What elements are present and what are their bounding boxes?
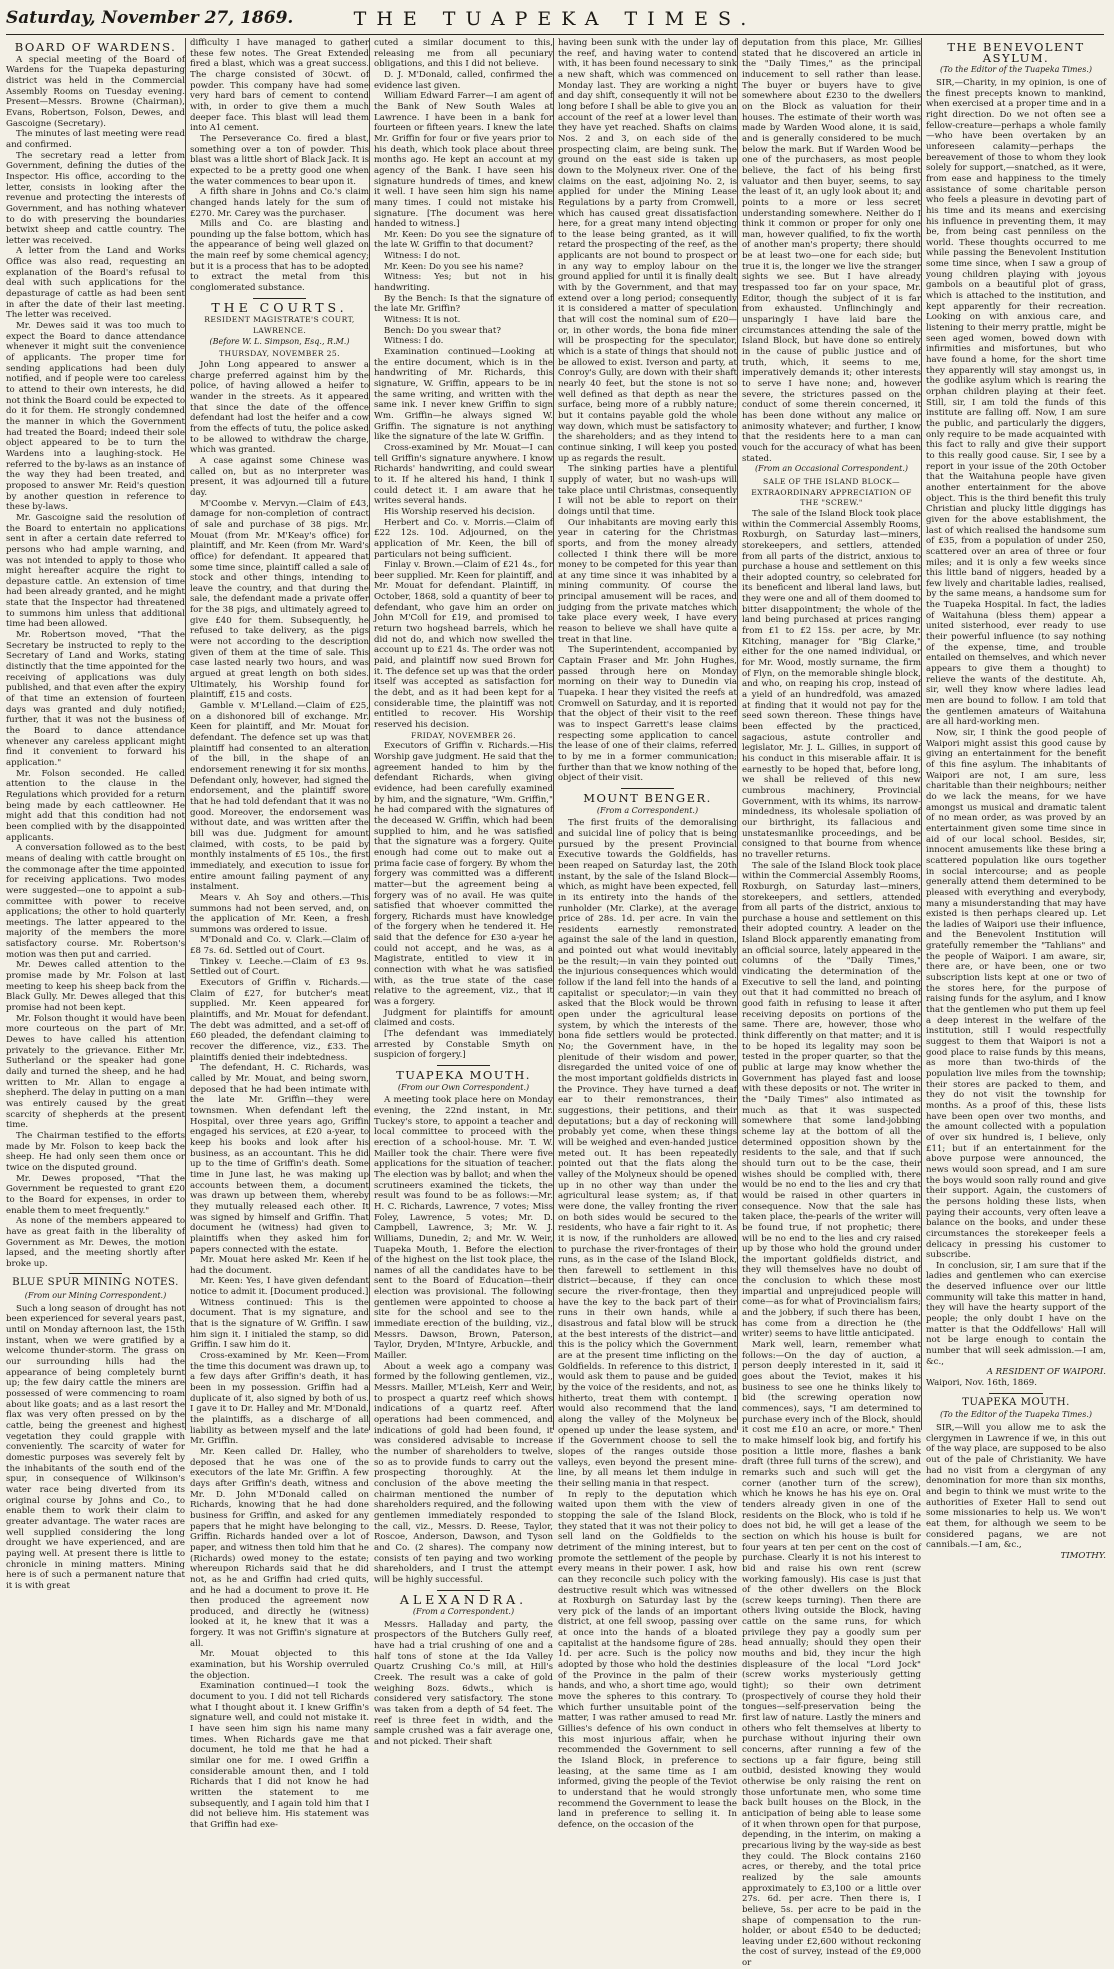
paragraph: Judgment for plaintiffs for amount claimed and costs. bbox=[374, 1007, 553, 1029]
paragraph: The sale of the Island Block took place within the Commercial Assembly Rooms, Roxburgh, on Saturday last—miners, storekeepers, and settlers, attended from all parts of the district, anxious to purchase a house and settlement on this their adopted country, so celebrated for its beneficent and liberal land laws, but they were one and all of them doomed to bitter disappointment; the whole of the land being purchased at prices ranging from £1 to £2 15s. per acre, by Mr. Kitching, manager for "Big Clarke," either for the one named individual, or for Mr. Wood, mostly surname, the firm of Flyn, on the memorable shingle block, and who, on reaping his crop, instead of a yield of an hundredfold, was amazed at finding that it would not pay for the seed sown thereon. These things have been effected by the practiced, sagacious, astute controller and legislator, Mr. J. L. Gillies, in support of his conduct in this miserable affair. It is earnestly to be hoped that, before long, we shall be relieved of this new cumbrous machinery, Provincial Government, with its whims, its narrow-mindedness, its wholesale spoliation of our birthright, its fallacious and unstatesmanlike proceedings, and be consigned to that bourne from whence no traveller returns. bbox=[742, 508, 921, 860]
paragraph: Cross-examined by Mr. Mouat—I can tell Griffin's signature anywhere. I know Richards' handwriting, and could swear to it. If he altered his hand, I think I could detect it. I am aware that he writes several hands. bbox=[374, 442, 553, 507]
headline-the-courts: THE COURTS. bbox=[211, 299, 348, 315]
paragraph: Now, sir, I think the good people of Waipori might assist this good cause by giving an entertainment for the benefit of this fine asylum. The inhabitants of Waipori are not, I am sure, less charitable than their neighbours; neither do we lack the means, for we have amongst us musical and dramatic talent of no mean order, as was proved by an entertainment given some time since in aid of our local school. Besides, sir, innocent amusements like these bring a scattered population like ours together in social intercourse; and as people generally attend them determined to be pleased with everything and everybody, many a misunderstanding that may have existed is then perhaps cleared up. Let the ladies of Waipori use their influence, and the Benevolent Institution will gratefully remember the "Tahlians" and the people of Waipori. I am aware, sir, there are, or have been, one or two subscription lists kept at one or two of the stores here, for the purpose of raising funds for the asylum, and I know that the gentlemen who put them up feel a deep interest in the welfare of the institution, still I would respectfully suggest to them that Waipori is not a good place to raise funds by this means, as more than two-thirds of the population live miles from the township; their stores are packed to them, and they do not visit the township for months. As a proof of this, these lists have been open over two months, and the amount collected with a population of over six hundred is, I believe, only £11; but if an entertainment for the above purpose were announced, the news would soon spread, and I am sure the boys would soon rally round and give their support. Again, the customers of the persons holding these lists, when paying their accounts, very often leave a balance on the books, and under these circumstances the storekeeper feels a delicacy in pressing his customer to subscribe. bbox=[926, 728, 1106, 1261]
paragraph: Mr. Dewes called attention to the promise made by Mr. Folson at last meeting to keep his sheep back from the Black Gully. Mr. Dewes alleged that this promise had not been kept. bbox=[6, 960, 185, 1014]
paragraph: Gamble v. M'Lelland.—Claim of £25, on a dishonored bill of exchange. Mr. Keen for plaintiff, and Mr. Mouat for defendant. The defence set up was that plaintiff had consented to an alteration of the bill, in the shape of an endorsement renewing it for six months. Defendant only, however, had signed the endorsement, and the plaintiff swore that he had told defendant that it was no good. Moreover, the endorsement was without date, and was written after the bill was due. Judgment for amount claimed, with costs, to be paid by monthly instalments of £5 10s., the first immediately, and execution to issue for entire amount failing payment of any instalment. bbox=[190, 701, 369, 893]
byline: (From our Own Correspondent.) bbox=[397, 1082, 530, 1092]
column-5 bbox=[742, 38, 922, 1969]
column-6 bbox=[926, 38, 1106, 1561]
paragraph: difficulty I have managed to gather these few notes. The Great Extended fired a blast, which was a great success. The charge consisted of 30cwt. of powder. This company have had some very hard bars of cement to contend with, in order to give them a much deeper face. This blast will lead them into A1 cement. bbox=[190, 38, 369, 134]
paragraph: Mark well, learn, remember what follows:—On the day of auction, a person deeply interested in it, said it goes about the Teviot, makes it his business to see one he thinks likely to bid (the screwing operation now commences), says, "I am determined to purchase every inch of the Block, should it cost me £10 an acre, or more." Then to make himself look big, and fortify his position a little more, flashes a bank draft (three full turns of the screw), and remarks such and such will get the corner (another turn of the screw), which he knows he has his eye on. Oral tenders already given in one of the residents on the Block, who is told if he does not bid, he will get a lease of the section on which his house is built for four years at ten per cent on the cost of purchase. Clearly it is not his interest to bid and raise his own rent (screw working famously). His case is just that of the other dwellers on the Block (screw keeps turning). Then there are others living outside the Block, having cattle on the same runs, for which privilege they pay a goodly sum per head annually; should they open their mouths and bid, they incur the high displeasure of the local "Lord Jock" (screw works mysteriously getting tight); so their own detriment (prospectively of course they hold their tongues—self-preservation being the first law of nature. Lastly the miners and others who felt themselves at liberty to purchase without injuring their own concerns, after running a few of the sections up a fair figure, being still outbid, desisted knowing they would otherwise be only raising the rent on those unfortunate men, who some time back built houses on the Block, in the anticipation of being able to lease some of it when thrown open for that purpose, depending, in the interim, on making a precarious living by the way-side as best they could. The Block contains 2160 acres, or thereby, and the total price realized by the sale amounts approximately to £3,100 or a little over 27s. 6d. per acre. Then there is, I believe, 5s. per acre to be paid in the shape of compensation to the run-holder, or about £540 to be deducted; leaving under £2,600 without reckoning the cost of survey, instead of the £9,000 or bbox=[742, 1340, 921, 1969]
paragraph: Mr. Keen: Do you see the signature of the late W. Griffin to that document? bbox=[374, 229, 553, 251]
separator bbox=[69, 1273, 123, 1274]
paragraph: In conclusion, sir, I am sure that if the ladies and gentlemen who can exercise the deserved influence over our little community will take this matter in hand, they will have the hearty support of the people; the only doubt I have on the matter is that the Oddfellows' Hall will not be large enough to contain the number that will seek admission.—I am, &c., bbox=[926, 1260, 1106, 1367]
separator bbox=[437, 1065, 491, 1066]
paragraph: A case against some Chinese was called on, but as no interpreter was present, it was adjourned till a future day. bbox=[190, 455, 369, 498]
paragraph: Examination continued—I took the document to you. I did not tell Richards what I thought about it. I knew Griffin's signature well, and could not mistake it. I have seen him sign his name many times. When Richards gave me that document, he told me that he had a similar one for me. I owed Griffin a considerable amount then, and I told Richards that I did not know he had written the statement to me subsequently, and I again told him that I did not believe him. His statement was that Griffin had exe- bbox=[190, 1681, 369, 1830]
paragraph: cuted a similar document to this, releasing me from all pecuniary obligations, and this I did not believe. bbox=[374, 38, 553, 70]
dateline: Waipori, Nov. 16th, 1869. bbox=[926, 1378, 1037, 1389]
paragraph: Witness: I do. bbox=[384, 336, 444, 347]
paragraph: Mr. Keen: Do you see his name? bbox=[384, 261, 524, 272]
column-3 bbox=[374, 38, 554, 1748]
paragraph: Tinkey v. Leeche.—Claim of £3 9s. Settled out of Court. bbox=[190, 956, 369, 978]
paragraph: Executors of Griffin v. Richards.—Claim of £27, for butcher's meat supplied. Mr. Keen appeared for plaintiffs, and Mr. Mouat for defendant. The debt was admitted, and a set-off of £60 pleaded, the defendant claiming to recover the difference, viz., £33. The plaintiffs denied their indebtedness. bbox=[190, 978, 369, 1063]
paragraph: Mr. Folson thought it would have been more courteous on the part of Mr. Dewes to have called his attention privately to the grievance. Either Mr. Sutherland or the speaker had gone daily and turned the sheep, and he had written to Mr. Allan to engage a shepherd. The delay in putting on a man was entirely caused by the great scarcity of shepherds at the present time. bbox=[6, 1013, 185, 1131]
paragraph: A letter from the Land and Works Office was also read, requesting an explanation of the Board's refusal to deal with such applications for the depasturage of cattle as had been sent in after the date of their last meeting. The letter was received. bbox=[6, 246, 185, 321]
headline-tuapeka-mouth: TUAPEKA MOUTH. bbox=[396, 1068, 531, 1082]
paragraph: The Chairman testified to the efforts made by Mr. Folson to keep back the sheep. He had only seen them once or twice on the disputed ground. bbox=[6, 1130, 185, 1173]
paragraph: Cross-examined by Mr. Keen—From the time this document was drawn up, to a few days after Griffin's death, it has been in my possession. Griffin had a duplicate of it, also signed by both of us. I gave it to Dr. Halley and Mr. M'Donald, the plaintiffs, as a discharge of all liability as between myself and the late Mr. Griffin. bbox=[190, 1351, 369, 1447]
paragraph: Mears v. Ah Soy and others.—This summons had not been served, and, on the application of Mr. Keen, a fresh summons was ordered to issue. bbox=[190, 892, 369, 935]
paragraph: The first fruits of the demoralising and suicidal line of policy that is being pursued by the present Provincial Executive towards the Goldfields, has been reaped on Saturday last, the 20th instant, by the sale of the Island Block—which, as might have been expected, fell in its entirety into the hands of the runholder (Mr. Clarke), at the average price of 28s. 1d. per acre. In vain the residents earnestly remonstrated against the sale of the land in question, and pointed out what would inevitably be the result;—in vain they pointed out the injurious consequences which would follow if the land fell into the hands of a capitalist or speculator;—in vain they asked that the Block would be thrown open under the agricultural lease system, by which the interests of the bona fide settlers would be protected. No; the Government have, in the plenitude of their wisdom and power, disregarded the united voice of one of the most important goldfields districts in the Province. They have turned a deaf ear to their remonstrances, their suggestions, their petitions, and their deputations; but a day of reckoning will probably yet come, when these things will be weighed and even-handed justice meted out. It has been repeatedly pointed out that the flats along the valley of the Molyneux should be opened up in no other way than under the agricultural lease system; as, if that were done, the valley fronting the river on both sides would be secured to the residents, who have a fair right to it. As it is now, if the runholders are allowed to purchase the river-frontages of their runs, as in the case of the Island Block, then farewell to settlement in this district—because, if they can once secure the river-frontage, then they have the key to the back part of their runs in their own hands, while a disastrous and fatal blow will be struck at the best interests of the district—and this is the policy which the Government are at the present time inflicting on the Goldfields. In reference to this district, I would ask them to pause and be guided by the voice of the residents, and not, as hitherto, treat them with contempt. I would also recommend that the land along the valley of the Molyneux be opened up under the lease system, and if the Government choose to sell the slopes of the ranges outside those valleys, even beyond the present mine-line, by all means let them indulge in their selling mania in that respect. bbox=[558, 818, 737, 1489]
subheadline: RESIDENT MAGISTRATE'S COURT, LAWRENCE. bbox=[204, 315, 355, 336]
paragraph: Mr. Robertson moved, "That the Secretary be instructed to reply to the Secretary of Land and Works, stating distinctly that the time appointed for the receiving of applications was duly published, and that even after the expiry of that time an extension of fourteen days was granted and duly notified; further, that it was not the business of the Board to dance attendance whenever any careless applicant might find it convenient to forward his application." bbox=[6, 630, 185, 768]
separator bbox=[989, 1393, 1043, 1394]
paragraph: Bench: Do you swear that? bbox=[384, 325, 501, 336]
headline-benevolent-asylum: THE BENEVOLENT ASYLUM. bbox=[947, 40, 1085, 65]
paragraph: The sinking parties have a plentiful supply of water, but no wash-ups will take place until Christmas, consequently I will not be able to report on their doings until that time. bbox=[558, 464, 737, 517]
paragraph: A special meeting of the Board of Wardens for the Tuapeka depasturing district was held in the Commercial Assembly Rooms on Tuesday evening. Present—Messrs. Browne (Chairman), Evans, Robertson, Folson, Dewes, and Gascoigne (Secretary). bbox=[6, 54, 185, 129]
masthead bbox=[6, 2, 1104, 35]
paragraph: The minutes of last meeting were read and confirmed. bbox=[6, 129, 185, 150]
paragraph: M'Coombe v. Mervyn.—Claim of £43, damage for non-completion of contract of sale and purchase of 38 pigs. Mr. Mouat (from Mr. M'Keay's office) for plaintiff, and Mr. Keen (from Mr. Ward's office) for defendant. It appeared that some time since, plaintiff called a sale of stock and other things, intending to leave the country, and that during the sale, the defendant made a private offer for the 38 pigs, and ultimately agreed to give £40 for them. Subsequently, he refused to take delivery, as the pigs were not according to the description given of them at the time of sale. This case lasted nearly two hours, and was argued at great length on both sides. Ultimately, his Worship found for plaintiff, £15 and costs. bbox=[190, 498, 369, 701]
paragraph: Mr. Dewes proposed, "That the Government be requested to grant £20 to the Board for expenses, in order to enable them to meet frequently." bbox=[6, 1173, 185, 1216]
paragraph: Witness continued: This is the document. That is my signature, and that is the signature of W. Griffin. I saw him sign it. I initialed the stamp, so did Griffin. I saw him do it. bbox=[190, 1297, 369, 1351]
paragraph: The Perseverance Co. fired a blast, something over a ton of powder. This blast was a little short of Black Jack. It is expected to be a pretty good one when the water commences to bear upon it. bbox=[190, 133, 369, 187]
separator bbox=[621, 788, 675, 789]
paragraph: D. J. M'Donald, called, confirmed the evidence last given. bbox=[374, 69, 553, 91]
dateline: THURSDAY, NOVEMBER 25. bbox=[219, 349, 340, 359]
paragraph: John Long appeared to answer a charge preferred against him by the police, of having allowed a heifer to wander in the streets. As it appeared that since the date of the offence defendant had lost the heifer and a cow from the effects of tutu, the police asked to be allowed to withdraw the charge, which was granted. bbox=[190, 360, 369, 456]
paragraph: M'Donald and Co. v. Clark.—Claim of £8 7s. 6d. Settled out of Court. bbox=[190, 935, 369, 957]
headline-board-of-wardens: BOARD OF WARDENS. bbox=[14, 40, 177, 54]
paragraph: Our inhabitants are moving early this year in catering for the Christmas sports, and from the money already collected I think there will be more money to be competed for this year than at any time since it was inhabited by a mining community. Of course the principal amusement will be races, and judging from the private matches which take place every week, I have every reason to believe we shall have quite a treat in that line. bbox=[558, 517, 737, 645]
byline: (To the Editor of the Tuapeka Times.) bbox=[940, 1410, 1092, 1420]
byline: (From our Mining Correspondent.) bbox=[24, 1291, 167, 1301]
paragraph: The secretary read a letter from Government, defining the duties of the Inspector. His office, according to the letter, consists in looking after the revenue and protecting the interests of Government, and has nothing whatever to do with preserving the boundaries betwixt sheep and cattle country. The letter was received. bbox=[6, 150, 185, 246]
paragraph: Witness: Yes; but not in his handwriting. bbox=[374, 272, 553, 294]
paragraph: deputation from this place, Mr. Gillies stated that he discovered an article in the "Daily Times," as the principal inducement to sell rather than lease. The buyer or buyers have to give somewhere about £230 to the dwellers on the Block as valuation for their houses. The estimate of their worth was made by Warden Wood alone, it is said, and is generally considered to be much below the mark. But if Warden Wood be one of the purchasers, as most people believe, the fact of his being first valuator and then buyer, seems, to say the least of it, an ugly look about it; and points to a more or less secret understanding somewhere. Neither do I think it common or proper for only one man, however qualified, to fix the worth of another man's property; there should be at least two—one for each side; but true it is, the longer we live the stranger sights we see. But I have already trespassed too far on your space, Mr. Editor, though the subject of it is far from exhausted. Unflinchingly and unsparingly I have laid bare the circumstances attending the sale of the Island Block, but have done so entirely in the cause of public justice and of truth, which, it seems to me, imperatively demands it; other interests to serve I have none; and, however severe, the strictures passed on the conduct of some therein concerned, it has been done without any malice or animosity whatever; and further, I know that the residents here to a man can vouch for the accuracy of what has been stated. bbox=[742, 38, 921, 464]
headline-mount-benger: MOUNT BENGER. bbox=[583, 790, 712, 805]
paragraph: As none of the members appeared to have as great faith in the liberality of Government as Mr. Dewes, the motion lapsed, and the meeting shortly after broke up. bbox=[6, 1216, 185, 1269]
column-1 bbox=[6, 38, 186, 1591]
byline: (From a Correspondent.) bbox=[596, 805, 699, 815]
paragraph: A conversation followed as to the best means of dealing with cattle brought on the commonage after the time appointed for receiving applications. Two modes were suggested—one to appoint a sub-committee with power to receive applications; the other to hold quarterly meetings. The latter appeared to the majority of the members the more satisfactory course. Mr. Robertson's motion was then put and carried. bbox=[6, 843, 185, 960]
byline: (From a Correspondent.) bbox=[412, 1607, 515, 1617]
paragraph: Such a long season of drought has not been experienced for several years past, until on Monday afternoon last, the 15th instant, when we were gratified by a welcome thunder-storm. The grass on our surrounding hills had the appearance of being completely burnt up; the few dairy cattle the miners are possessed of were commencing to roam about like goats; and as a last resort the flax was very often pressed on by the cattle, being the greenest and highest vegetation they could grapple with conveniently. The scarcity of water for domestic purposes was severely felt by the inhabitants of the south end of the spur, in consequence of Wilkinson's water race being diverted from its original course by Johns and Co., to enable them to work their claim to greater advantage. The water races are well supplied considering the long drought we have experienced, and are paying well. At present there is little to chronicle in mining matters. Mining here is of such a permanent nature that it is with great bbox=[6, 1303, 185, 1591]
paragraph: Mr. Mouat objected to this examination, but his Worship overruled the objection. bbox=[190, 1649, 369, 1681]
paragraph: A meeting took place here on Monday evening, the 22nd instant, in Mr. Tuckey's store, to appoint a teacher and local committee to proceed with the erection of a school-house. Mr. T. W. Mailler took the chair. There were five applications for the situation of teacher. The election was by ballot; and when the scrutineers examined the tickets, the result was found to be as follows:—Mr. H. C. Richards, Lawrence, 7 votes; Miss Foley, Lawrence, 5 votes; Mr. D. Campbell, Lawrence, 3; Mr. W. J. Williams, Dunedin, 2; and Mr. W. Weir, Tuapeka Mouth, 1. Before the election of the highest on the list took place, the names of all the candidates have to be sent to the Board of Education—their election was provisional. The following gentlemen were appointed to choose a site for the school and see to the immediate erection of the building, viz., Messrs. Dawson, Brown, Paterson, Taylor, Dryden, M'Intyre, Arbuckle, and Mailler. bbox=[374, 1095, 553, 1362]
separator bbox=[437, 1590, 491, 1591]
paragraph: The Superintendent, accompanied by Captain Fraser and Mr. John Hughes, passed through here on Monday morning on their way to Dunedin via Tuapeka. I hear they visited the reefs at Cromwell on Saturday, and it is reported that the object of their visit to the reef was to inspect Garrett's lease claims respecting some application to cancel the lease of one of their claims, referred to by me in a former communication; further than that we know nothing of the object of their visit. bbox=[558, 645, 737, 784]
paragraph: [The defendant was immediately arrested by Constable Smyth on suspicion of forgery.] bbox=[374, 1029, 553, 1061]
issue-date: Saturday, November 27, 1869. bbox=[6, 8, 294, 28]
paragraph: Mr. Mouat here asked Mr. Keen if he had the document. bbox=[190, 1255, 369, 1276]
paragraph: Mills and Co. are blasting and pounding up the false bottom, which has the appearance of being well glazed on the main reef by some chemical agency; but it is a process that has to be adopted to extract the metal from this conglomerated substance. bbox=[190, 219, 369, 294]
subheadline-island-block: SALE OF THE ISLAND BLOCK—EXTRAORDINARY APPRECIATION OF THE "SCREW." bbox=[751, 476, 912, 508]
paragraph: By the Bench: Is that the signature of the late Mr. Griffin? bbox=[374, 293, 553, 315]
paragraph: Witness: It is not. bbox=[384, 315, 461, 326]
paragraph: having been sunk with the under lay of the reef, and having water to contend with, it has been found necessary to sink a new shaft, which was commenced on Monday last. They are working a night and day shift, consequently it will not be long before I shall be able to give you an account of the reef at a lower level than they have yet reached. Shafts on claims Nos. 2 and 3, on each side of the prospecting claim, are being sunk. The ground on the east side is taken up down to the Molyneux river. One of the claims on the east, adjoining No. 2, is applied for under the Mining Lease Regulations by a party from Cromwell, which has caused great dissatisfaction here, for a great many intend objecting to the lease being granted, as it will retard the prospecting of the reef, as the applicants are not bound to prospect or in any way to employ labour on the ground applied for until it is finally dealt with by the Government, and that may extend over a long period; consequently it is considered a matter of speculation that will cost the nominal sum of £20—or, in other words, the bona fide miner will be prospecting for the speculator, which is a state of things that should not be allowed to exist. Iverson and party, at Conroy's Gully, are down with their shaft nearly 40 feet, but the stone is not so well defined as that depth as near the surface, being more of a rubbly nature; but it contains payable gold the whole way down, which must be satisfactory to the shareholders; and as they intend to continue sinking, I will keep you posted up as regards the result. bbox=[558, 38, 737, 464]
paragraph: A fifth share in Johns and Co.'s claim changed hands lately for the sum of £270. Mr. Carey was the purchaser. bbox=[190, 187, 369, 219]
byline: (Before W. L. Simpson, Esq., R.M.) bbox=[209, 336, 350, 346]
paragraph: Witness: I do not. bbox=[384, 251, 461, 262]
columns bbox=[6, 38, 1106, 1969]
paragraph: About a week ago a company was formed by the following gentlemen, viz., Messrs. Mailler, M'Leish, Kerr and Weir, to prospect a quartz reef which shows indications of a quartz reef. After operations had been commenced, and indications of gold had been found, it was considered advisable to increase the number of shareholders to twelve, so as to provide funds to carry out the prospecting thoroughly. At the conclusion of the above meeting the chairman mentioned the number of shareholders required, and the following gentlemen immediately responded to the call, viz., Messrs. D. Reese, Taylor, Roscoe, Anderson, Dawson, and Tyson and Co. (2 shares). The company now consists of ten paying and two working shareholders, and I trust the attempt will be highly successful. bbox=[374, 1361, 553, 1585]
paragraph: Mr. Gascoigne said the resolution of the Board to entertain no applications sent in after a certain date referred to persons who had ample warning, and was not intended to apply to those who might hereafter acquire the right to depasture cattle. An extension of time had been already granted, and he might state that the Inspector had threatened to summons him unless that additional time had been allowed. bbox=[6, 512, 185, 630]
paragraph: SIR,—Will you allow me to ask the clergymen in Lawrence if we, in this out of the way place, are supposed to be also out of the pale of Christianity. We have had no visit from a clergyman of any denomination for more than six months, and begin to think we must write to the authorities of Exeter Hall to send out some missionaries to help us. We won't eat them, for although we seem to be considered pagans, we are not cannibals.—I am, &c., bbox=[926, 1423, 1106, 1551]
paragraph: Mr. Keen called Dr. Halley, who deposed that he was one of the executors of the late Mr. Griffin. A few days after Griffin's death, witness and Mr. D. John M'Donald called on Richards, knowing that he had done business for Griffin, and asked for any papers that he might have belonging to Griffin. Richards handed over a lot of paper, and witness then told him that he (Richards) owed money to the estate; whereupon Richards said that he did not, as he and Griffin had cried quits, and he had a document to prove it. He then produced the agreement now produced, and directly he (witness) looked at it, he knew that it was a forgery. It was not Griffin's signature at all. bbox=[190, 1446, 369, 1649]
paragraph: Mr. Keen: Yes, I have given defendant notice to admit it. [Document produced.] bbox=[190, 1276, 369, 1298]
paragraph: The sale of the Island Block took place within the Commercial Assembly Rooms, Roxburgh, on Saturday last—miners, storekeepers, and settlers, attended from all parts of the district, anxious to purchase a house and settlement on this their adopted country. A leader on the Island Block apparently emanating from an official source, lately appeared in the columns of the "Daily Times," vindicating the determination of the Executive to sell the land, and pointing out that it had committed no breach of good faith in refusing to lease it after receiving deposits on portions of the same. There are, however, those who think differently on that matter; and it is to be hoped its legality may soon be tested in the proper quarter, so that the public at large may know whether the Government has played fast and loose with these deposits or not. The writer in the "Daily Times" also intimated as much as that it was suspected somewhere that some land-jobbing scheme lay at the bottom of all the determined opposition shown by the residents to the sale, and that if such should turn out to be the case, their wishes should be complied with, there would be no end to the lies and cry that would be raised in other quarters in consequence. Now that the sale has taken place, the-pearls of the writer will be found true, if not prophetic; there will be no end to the lies and cry raised up by those who hold the ground under the important goldfields district, and they will themselves have no doubt of the conclusion to which these most impartial and unprejudiced people will come—as for what of Provincialism fairs; and the jobbery, if such there has been, has come from a direction he (the writer) seems to have little anticipated. bbox=[742, 860, 921, 1340]
signature: TIMOTHY. bbox=[1060, 1550, 1106, 1561]
column-2 bbox=[190, 38, 370, 1830]
paragraph: William Edward Farrer—I am agent of the Bank of New South Wales at Lawrence. I have been in a bank for fourteen or fifteen years. I knew the late Mr. Griffin for four or five years prior to his death, which took place about three months ago. He kept an account at my agency of the Bank. I have seen his signature hundreds of times, and knew it well. I have seen him sign his name many times. I could not mistake his signature. [The document was here handed to witness.] bbox=[374, 91, 553, 230]
paragraph: In reply to the deputation which waited upon them with the view of stopping the sale of the Island Block, they stated that it was not their policy to sell land on the Goldfields to the detriment of the mining interest, but to promote the settlement of the people by every means in their power. I ask, how can they reconcile such policy with the destructive result which was witnessed at Roxburgh on Saturday last by the very pick of the lands of an important district, at one fell swoop, passing over at once into the hands of a bloated capitalist at the handsome figure of 28s. 1d. per acre. Such is the policy now adopted by those who hold the destinies of the Province in the palm of their hands, and who, a short time ago, would move the spheres to this contrary. To which further unsuitable point of the matter, I was rather amused to read Mr. Gillies's defence of his own conduct in this most injurious affair, when he recommended the Government to sell the Island Block, in preference to leasing, at the same time as I am informed, giving the people of the Teviot to understand that he would strongly recommend the Government to lease the land in preference to selling it. In defence, on the occasion of the bbox=[558, 1489, 737, 1830]
paragraph: Messrs. Halladay and party, the prospectors of the Butchers Gully reef, have had a trial crushing of one and a half tons of stone at the Ida Valley Quartz Crushing Co.'s mill, at Hill's Creek. The result was a cake of gold weighing 8ozs. 6dwts., which is considered very satisfactory. The stone was taken from a depth of 54 feet. The reef is three feet in width, and the sample crushed was a fair average one, and not picked. Their shaft bbox=[374, 1619, 553, 1748]
paragraph: Executors of Griffin v. Richards.—His Worship gave judgment. He said that the agreement handed to him by the defendant Richards, when giving evidence, had been carefully examined by him, and the signature, "Wm. Griffin," he had compared with the signatures of the deceased W. Griffin, which had been supplied to him, and he was satisfied that the signature was a forgery. Quite enough had come out to make out a prima facie case of forgery. By whom the forgery was committed was a different matter—but the agreement being a forgery was of no avail. He was quite satisfied that whoever committed the forgery, Richards must have knowledge of the forgery when he tendered it. He said that the defence for £30 a-year he could not accept, and he was, as a Magistrate, entitled to view it in connection with what he was satisfied with, as the true state of the case relative to the agreement, viz., that it was a forgery. bbox=[374, 741, 553, 1008]
paragraph: Herbert and Co. v. Morris.—Claim of £22 12s. 10d. Adjourned, on the application of Mr. Keen, the bill of particulars not being sufficient. bbox=[374, 517, 553, 560]
byline: (To the Editor of the Tuapeka Times.) bbox=[940, 65, 1092, 75]
signature: A RESIDENT OF WAIPORI. bbox=[986, 1367, 1106, 1378]
paragraph: His Worship reserved his decision. bbox=[384, 506, 535, 517]
paragraph: Finlay v. Brown.—Claim of £21 4s., for beer supplied. Mr. Keen for plaintiff, and Mr. Mouat for defendant. Plaintiff, in October, 1868, sold a quantity of beer to defendant, who gave him an order on John M'Coll for £19, and promised to return two hogshead barrels, which he did not do, and which now swelled the account up to £21 4s. The order was not paid, and plaintiff now sued Brown for it. The defence set up was that the order itself was accepted as satisfaction for the debt, and as it had been kept for a considerable time, the plaintiff was not entitled to recover. His Worship reserved his decision. bbox=[374, 560, 553, 730]
column-4 bbox=[558, 38, 738, 1830]
headline-alexandra: ALEXANDRA. bbox=[399, 1591, 528, 1607]
headline-tuapeka-mouth-letter: TUAPEKA MOUTH. bbox=[962, 1396, 1070, 1408]
paragraph: SIR,—Charity, in my opinion, is one of the finest precepts known to mankind, when exercised at a proper time and in a right direction. Do we not often see a fellow-creature—perhaps a whole family—who have been overtaken by an unforeseen calamity—perhaps the bereavement of those to whom they look solely for support,—snatched, as it were, from ease and happiness to the timely assistance of some charitable person who feels a pleasure in devoting part of his time and its means and exercising his influence in preventing them, it may be, from being cast penniless on the world. These thoughts occurred to me while passing the Benevolent Institution some time since, when I saw a group of young children playing with joyous gambols on a beautiful plot of grass, which is attached to the institution, and kept apparently for their recreation. Looking on with anxious care, and listening to their merry prattle, might be seen aged women, bowed down with infirmities and misfortunes, but who have found a home, for the short time they apparently will stay amongst us, in the godlike asylum which is rearing the orphan children playing at their feet. Still, sir, I am told the funds of this institute are falling off. Now, I am sure the public, and particularly the diggers, only require to be made acquainted with this fact to rally and give their support to this really good cause. Sir, I see by a report in your issue of the 20th October that the Waitahuna people have given another entertainment for the above object. This is the third benefit this truly Christian and plucky little diggings has given for the above establishment, the last of which realised the handsome sum of £35, from a population of under 250, scattered over an area of three or four miles; and it is only a few weeks since this little band of niggers, headed by a few lively and charitable ladies, realised, by the same means, a handsome sum for the Tuapeka Hospital. In fact, the ladies of Waitahuna (bless them) appear a united sisterhood, ever ready to use their powerful influence (to say nothing of the expense, time, and trouble entailed on themselves, and which never appears to give them a thought) to relieve the wants of the destitute. Ah, sir, well they know where ladies lead men are bound to follow. I am told that the gentlemen amateurs of Waitahuna are all hard-working men. bbox=[926, 77, 1106, 728]
paragraph: Examination continued—Looking at the entire document, which is in the handwriting of Mr. Richards, this signature, W. Griffin, appears to be in the same writing, and written with the same ink. I never knew Griffin to sign Wm. Griffin—he always signed W. Griffin. The signature is not anything like the signature of the late W. Griffin. bbox=[374, 347, 553, 443]
paragraph: The defendant, H. C. Richards, was called by Mr. Mouat, and being sworn, deposed that he had been intimate with the late Mr. Griffin—they were townsmen. When defendant left the Hospital, over three years ago, Griffin engaged his services, at £20 a-year, to keep his books and look after his business, as an accountant. This he did up to the time of Griffin's death. Some time in June last, he was making up accounts between them, a document was drawn up between them, whereby they mutually released each other. It was signed by himself and Griffin. That document he (witness) had given to plaintiffs when they asked him for papers connected with the estate. bbox=[190, 1063, 369, 1255]
separator bbox=[253, 298, 307, 299]
newspaper-title: THE TUAPEKA TIMES. bbox=[353, 8, 757, 30]
paragraph: Mr. Folson seconded. He called attention to the clause in the Regulations which provided for a return being made by each cattleowner. He might add that this condition had not been complied with by the disappointed applicants. bbox=[6, 768, 185, 843]
dateline: FRIDAY, NOVEMBER 26. bbox=[411, 730, 516, 740]
paragraph: Mr. Dewes said it was too much to expect the Board to dance attendance whenever it might suit the convenience of applicants. The proper time for sending applications had been duly notified, and if people were too careless to attend to their own interests, he did not think the Board could be expected to do it for them. He strongly condemned the manner in which the Government had treated the Board; indeed their sole object appeared to be to turn the Wardens into a laughing-stock. He referred to the by-laws as an instance of the way they had been treated, and proposed to answer Mr. Reid's question by another question in reference to these by-laws. bbox=[6, 321, 185, 513]
headline-blue-spur: BLUE SPUR MINING NOTES. bbox=[12, 1277, 179, 1289]
byline: (From an Occasional Correspondent.) bbox=[754, 464, 909, 474]
